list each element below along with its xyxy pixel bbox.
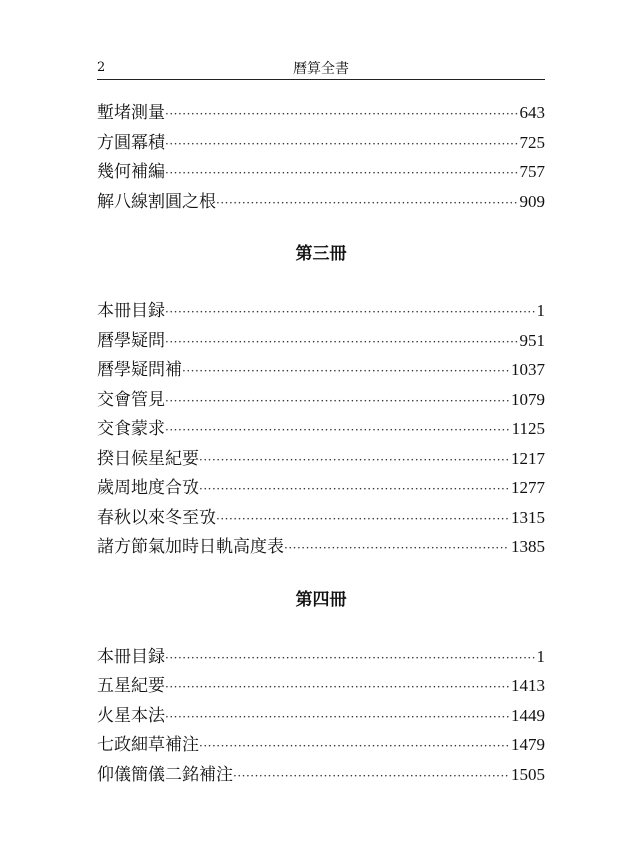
dot-leader [199, 446, 509, 476]
dot-leader [165, 328, 518, 358]
toc-entry-page: 757 [519, 162, 545, 181]
toc-entry-title: 仰儀簡儀二銘補注 [97, 764, 233, 785]
toc-entry[interactable] [97, 128, 545, 158]
dot-leader [233, 762, 509, 792]
running-title: 曆算全書 [293, 61, 349, 77]
toc-entry[interactable] [97, 414, 545, 444]
dot-leader [165, 298, 535, 328]
toc-entry-title: 方圓冪積 [97, 132, 165, 153]
dot-leader [216, 505, 509, 535]
toc-entry-title: 曆學疑問補 [97, 360, 182, 380]
toc-entry[interactable] [97, 473, 545, 503]
dot-leader [165, 673, 509, 703]
section-heading-volume-3: 第三冊 [295, 244, 347, 264]
toc-entry-title: 揆日候星紀要 [97, 448, 199, 469]
toc-entry-page: 1315 [511, 507, 545, 527]
toc-entry-page: 643 [519, 103, 545, 122]
toc-entry-title: 本冊目録 [97, 301, 165, 321]
toc-entry-page: 1505 [511, 764, 545, 784]
section-heading-volume-4: 第四冊 [295, 589, 347, 610]
toc-entry-page: 1 [536, 301, 545, 320]
toc-entry-page: 1385 [511, 537, 545, 556]
toc-entry[interactable] [97, 760, 545, 790]
toc-entry[interactable] [97, 98, 545, 128]
dot-leader [216, 189, 518, 219]
toc-entry-title: 五星紀要 [97, 676, 165, 696]
toc-entry-title: 七政細草補注 [97, 735, 199, 755]
toc-entry-page: 1079 [511, 389, 545, 409]
toc-entry-page: 951 [519, 330, 545, 350]
table-of-contents [97, 98, 545, 789]
header-rule [97, 79, 545, 80]
toc-entry[interactable] [97, 157, 545, 187]
toc-entry-title: 解八線割圓之根 [97, 191, 216, 212]
toc-entry-title: 春秋以來冬至攷 [97, 507, 216, 528]
toc-entry[interactable] [97, 730, 545, 760]
toc-entry-page: 1449 [511, 705, 545, 725]
toc-entry-page: 1125 [511, 419, 545, 438]
dot-leader [165, 387, 509, 417]
toc-entry[interactable] [97, 326, 545, 356]
toc-entry-page: 909 [519, 191, 545, 211]
toc-entry-title: 交食蒙求 [97, 419, 165, 439]
toc-entry-title: 火星本法 [97, 705, 165, 726]
dot-leader [199, 732, 509, 762]
dot-leader [182, 357, 509, 387]
toc-entry[interactable] [97, 187, 545, 217]
toc-entry[interactable] [97, 503, 545, 533]
toc-entry-title: 歲周地度合攷 [97, 478, 199, 498]
toc-entry-page: 1277 [511, 478, 545, 497]
toc-section-1 [97, 98, 545, 216]
toc-entry-title: 塹堵測量 [97, 103, 165, 123]
toc-entry-page: 1217 [511, 448, 545, 468]
dot-leader [165, 100, 518, 130]
page-header [97, 54, 545, 78]
toc-entry-page: 1413 [511, 676, 545, 695]
page-number: 2 [97, 60, 106, 75]
toc-entry-title: 諸方節氣加時日軌高度表 [97, 537, 284, 557]
toc-entry[interactable] [97, 385, 545, 415]
dot-leader [165, 130, 518, 160]
dot-leader [199, 475, 509, 505]
toc-section-3 [97, 642, 545, 790]
toc-section-2 [97, 296, 545, 562]
toc-entry-title: 曆學疑問 [97, 330, 165, 351]
dot-leader [165, 644, 535, 674]
toc-entry-page: 1 [536, 646, 545, 666]
toc-entry-title: 本冊目録 [97, 646, 165, 667]
toc-entry[interactable] [97, 671, 545, 701]
toc-entry[interactable] [97, 296, 545, 326]
toc-entry-title: 交會管見 [97, 389, 165, 410]
toc-entry-page: 725 [519, 132, 545, 152]
toc-entry[interactable] [97, 701, 545, 731]
toc-entry-title: 幾何補編 [97, 162, 165, 182]
toc-entry[interactable] [97, 642, 545, 672]
dot-leader [165, 416, 510, 446]
dot-leader [284, 534, 509, 564]
dot-leader [165, 159, 518, 189]
toc-entry-page: 1479 [511, 735, 545, 754]
toc-entry[interactable] [97, 355, 545, 385]
dot-leader [165, 703, 509, 733]
toc-entry[interactable] [97, 444, 545, 474]
toc-entry-page: 1037 [511, 360, 545, 379]
toc-entry[interactable] [97, 532, 545, 562]
